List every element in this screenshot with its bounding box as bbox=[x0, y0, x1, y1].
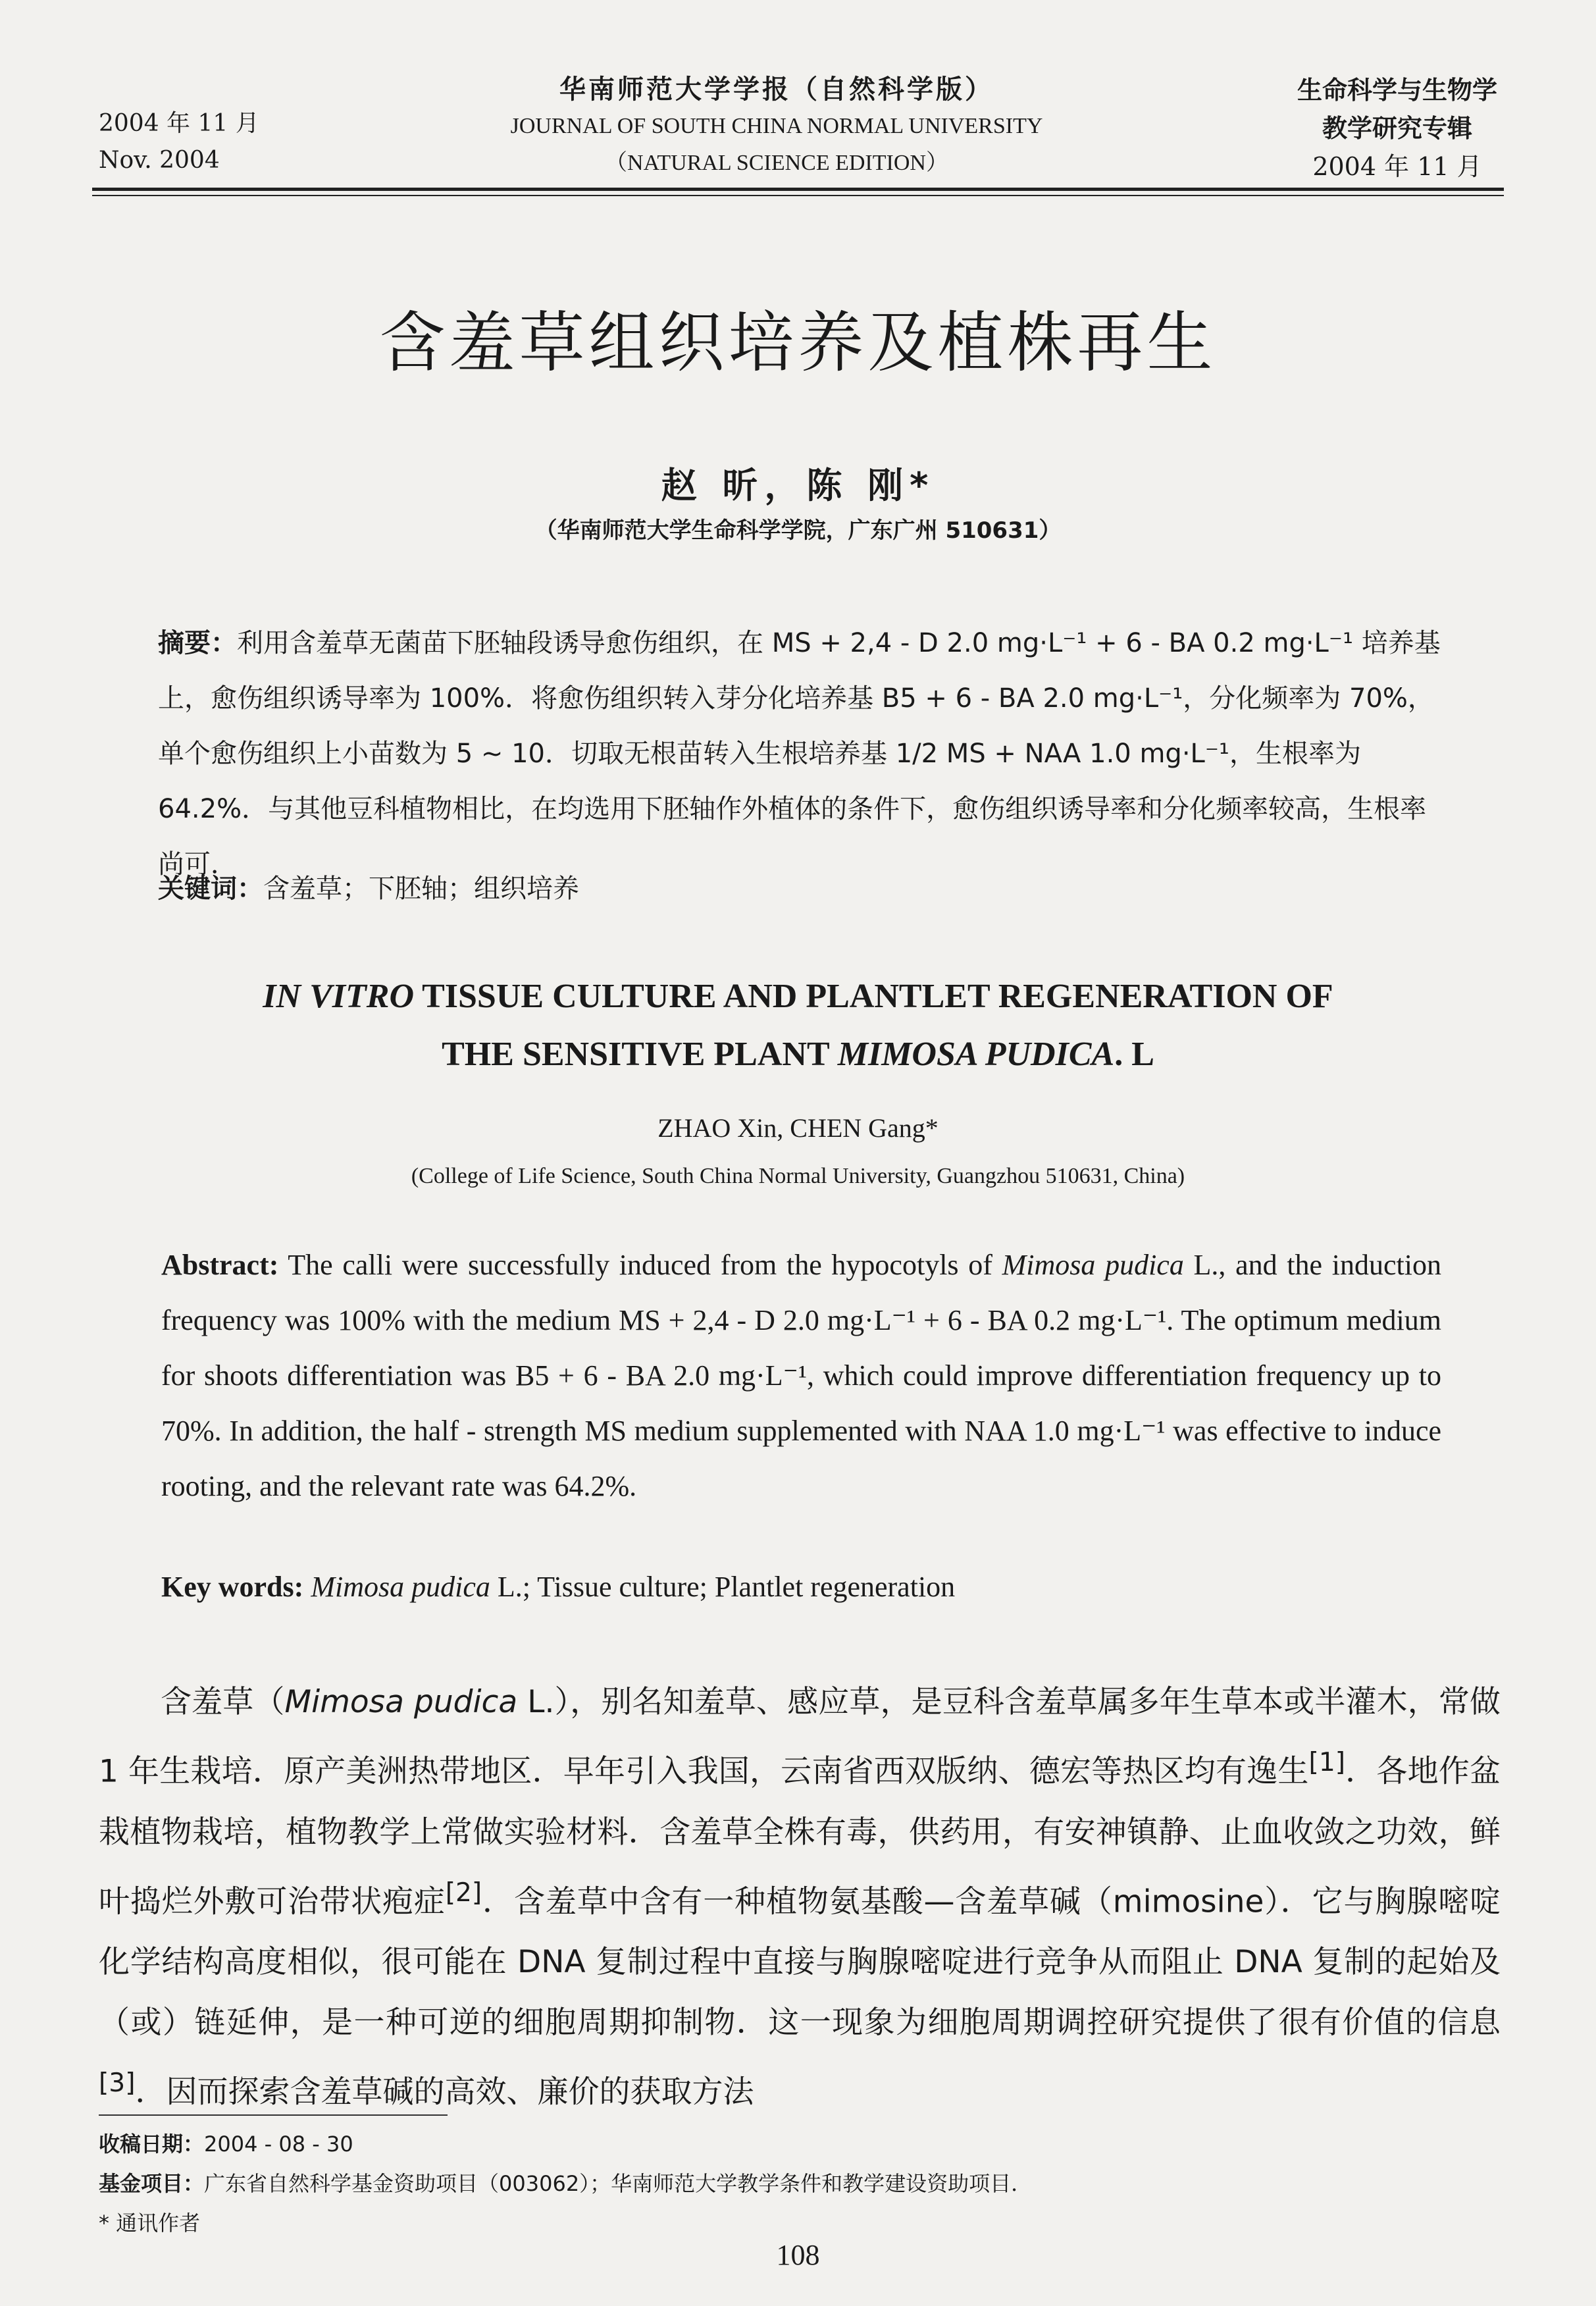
keywords-en-label: Key words: bbox=[161, 1571, 304, 1603]
special-issue bbox=[1297, 71, 1497, 186]
abstract-en-species: Mimosa pudica bbox=[1002, 1249, 1184, 1281]
abstract-cn-label: 摘要： bbox=[158, 628, 237, 658]
article-title-en-line2 bbox=[0, 1026, 1596, 1084]
abstract-cn-text: 利用含羞草无菌苗下胚轴段诱导愈伤组织，在 MS + 2,4 - D 2.0 mg·L⁻¹ + 6 - BA 0.2 mg·L⁻¹ 培养基上，愈伤组织诱导率为 100%．将愈伤组织转入芽分化培养基 B5 + 6 - BA 2.0 mg·L⁻¹，分化频率为 70%，单个愈伤组织上小苗数为 5 ~ 10．切取无根苗转入生根培养基 1/2 MS + NAA 1.0 mg·L⁻¹，生根率为 64.2%．与其他豆科植物相比，在均选用下胚轴作外植体的条件下，愈伤组织诱导率和分化频率较高，生根率尚可． bbox=[158, 628, 1441, 879]
journal-name-cn: 华南师范大学学报（自然科学版） bbox=[559, 74, 994, 105]
footnote-rule bbox=[99, 2114, 448, 2116]
authors-en: ZHAO Xin, CHEN Gang* bbox=[657, 1113, 939, 1143]
title-in-vitro: IN VITRO bbox=[263, 978, 415, 1015]
journal-edition: （NATURAL SCIENCE EDITION） bbox=[605, 151, 948, 175]
citation-2: [2] bbox=[445, 1877, 482, 1908]
header-date bbox=[99, 105, 259, 179]
journal-masthead bbox=[448, 71, 1106, 182]
footnote-corresponding: * 通讯作者 bbox=[99, 2211, 201, 2236]
keywords-en bbox=[161, 1570, 955, 1604]
special-issue-line1: 生命科学与生物学 bbox=[1297, 75, 1497, 105]
abstract-en bbox=[161, 1238, 1441, 1514]
body-s5: ．因而探索含羞草碱的高效、廉价的获取方法 bbox=[135, 2074, 754, 2110]
abstract-en-label: Abstract: bbox=[161, 1249, 279, 1281]
header-date-en: Nov. 2004 bbox=[99, 147, 220, 174]
affiliation-en: (College of Life Science, South China Normal University, Guangzhou 510631, China) bbox=[411, 1164, 1185, 1188]
footnote-fund bbox=[99, 2167, 1032, 2197]
keywords-en-species: Mimosa pudica bbox=[311, 1571, 490, 1603]
article-title-en-line1 bbox=[0, 968, 1596, 1026]
header-rule-thin bbox=[92, 195, 1504, 196]
affiliation-cn: （华南师范大学生命科学学院，广东广州 510631） bbox=[534, 517, 1062, 544]
citation-1: [1] bbox=[1308, 1748, 1346, 1777]
abstract-en-part1: The calli were successfully induced from the hypocotyls of bbox=[278, 1249, 1002, 1281]
article-title-cn: 含羞草组织培养及植株再生 bbox=[379, 304, 1217, 381]
title-en-species: MIMOSA PUDICA bbox=[837, 1035, 1115, 1073]
title-en-line2-post: . L bbox=[1114, 1035, 1154, 1073]
abstract-en-part2: L., and the induction frequency was 100% with the medium MS + 2,4 - D 2.0 mg·L⁻¹ + 6 - BA 0.2 mg·L⁻¹. The optimum medium for shoots differentiation was B5 + 6 - BA 2.0 mg·L⁻¹, which could improve differentiation frequency up to 70%. In addition, the half - strength MS medium supplemented with NAA 1.0 mg·L⁻¹ was effective to induce rooting, and the relevant rate was 64.2%. bbox=[161, 1249, 1441, 1502]
keywords-cn bbox=[158, 868, 579, 905]
header-rule-thick bbox=[92, 188, 1504, 191]
footnote-received bbox=[99, 2128, 353, 2158]
received-label: 收稿日期： bbox=[99, 2132, 205, 2157]
authors-cn: 赵 昕，陈 刚* bbox=[661, 465, 935, 506]
journal-name-en: JOURNAL OF SOUTH CHINA NORMAL UNIVERSITY bbox=[510, 114, 1043, 138]
keywords-en-rest: L.; Tissue culture; Plantlet regeneration bbox=[490, 1571, 956, 1603]
body-s2: L.），别名知羞草、感应草，是豆科含羞草属多年生草本或半灌木，常做 1 年生栽培．原产美洲热带地区．早年引入我国，云南省西双版纳、德宏等热区均有逸生 bbox=[99, 1684, 1501, 1790]
fund-text: 广东省自然科学基金资助项目（003062）；华南师范大学教学条件和教学建设资助项目． bbox=[204, 2171, 1033, 2196]
body-s3: ．各地作盆栽植物栽培，植物教学上常做实验材料．含羞草全株有毒，供药用，有安神镇静、止血收敛之功效，鲜叶捣烂外敷可治带状疱症 bbox=[99, 1753, 1501, 1920]
body-paragraph bbox=[99, 1672, 1501, 2123]
article-title-en bbox=[0, 968, 1596, 1084]
body-species: Mimosa pudica bbox=[284, 1684, 518, 1720]
header-date-cn: 2004 年 11 月 bbox=[99, 110, 259, 137]
body-s1: 含羞草（ bbox=[161, 1684, 285, 1720]
title-en-line2-pre: THE SENSITIVE PLANT bbox=[442, 1035, 838, 1073]
keywords-cn-label: 关键词： bbox=[158, 874, 263, 904]
special-issue-line2: 教学研究专辑 bbox=[1322, 113, 1472, 143]
page-number: 108 bbox=[776, 2239, 820, 2271]
received-date: 2004 - 08 - 30 bbox=[204, 2132, 353, 2157]
title-en-line1-rest: TISSUE CULTURE AND PLANTLET REGENERATION OF bbox=[414, 978, 1333, 1015]
keywords-cn-text: 含羞草；下胚轴；组织培养 bbox=[263, 874, 579, 904]
fund-label: 基金项目： bbox=[99, 2171, 205, 2196]
citation-3: [3] bbox=[99, 2068, 136, 2099]
special-issue-date: 2004 年 11 月 bbox=[1312, 152, 1482, 181]
body-s4: ．含羞草中含有一种植物氨基酸—含羞草碱（mimosine）．它与胸腺嘧啶化学结构高度相似，很可能在 DNA 复制过程中直接与胸腺嘧啶进行竞争从而阻止 DNA 复制的起始及（或）链延伸，是一种可逆的细胞周期抑制物．这一现象为细胞周期调控研究提供了很有价值的信息 bbox=[99, 1883, 1501, 2041]
abstract-cn bbox=[158, 616, 1441, 892]
